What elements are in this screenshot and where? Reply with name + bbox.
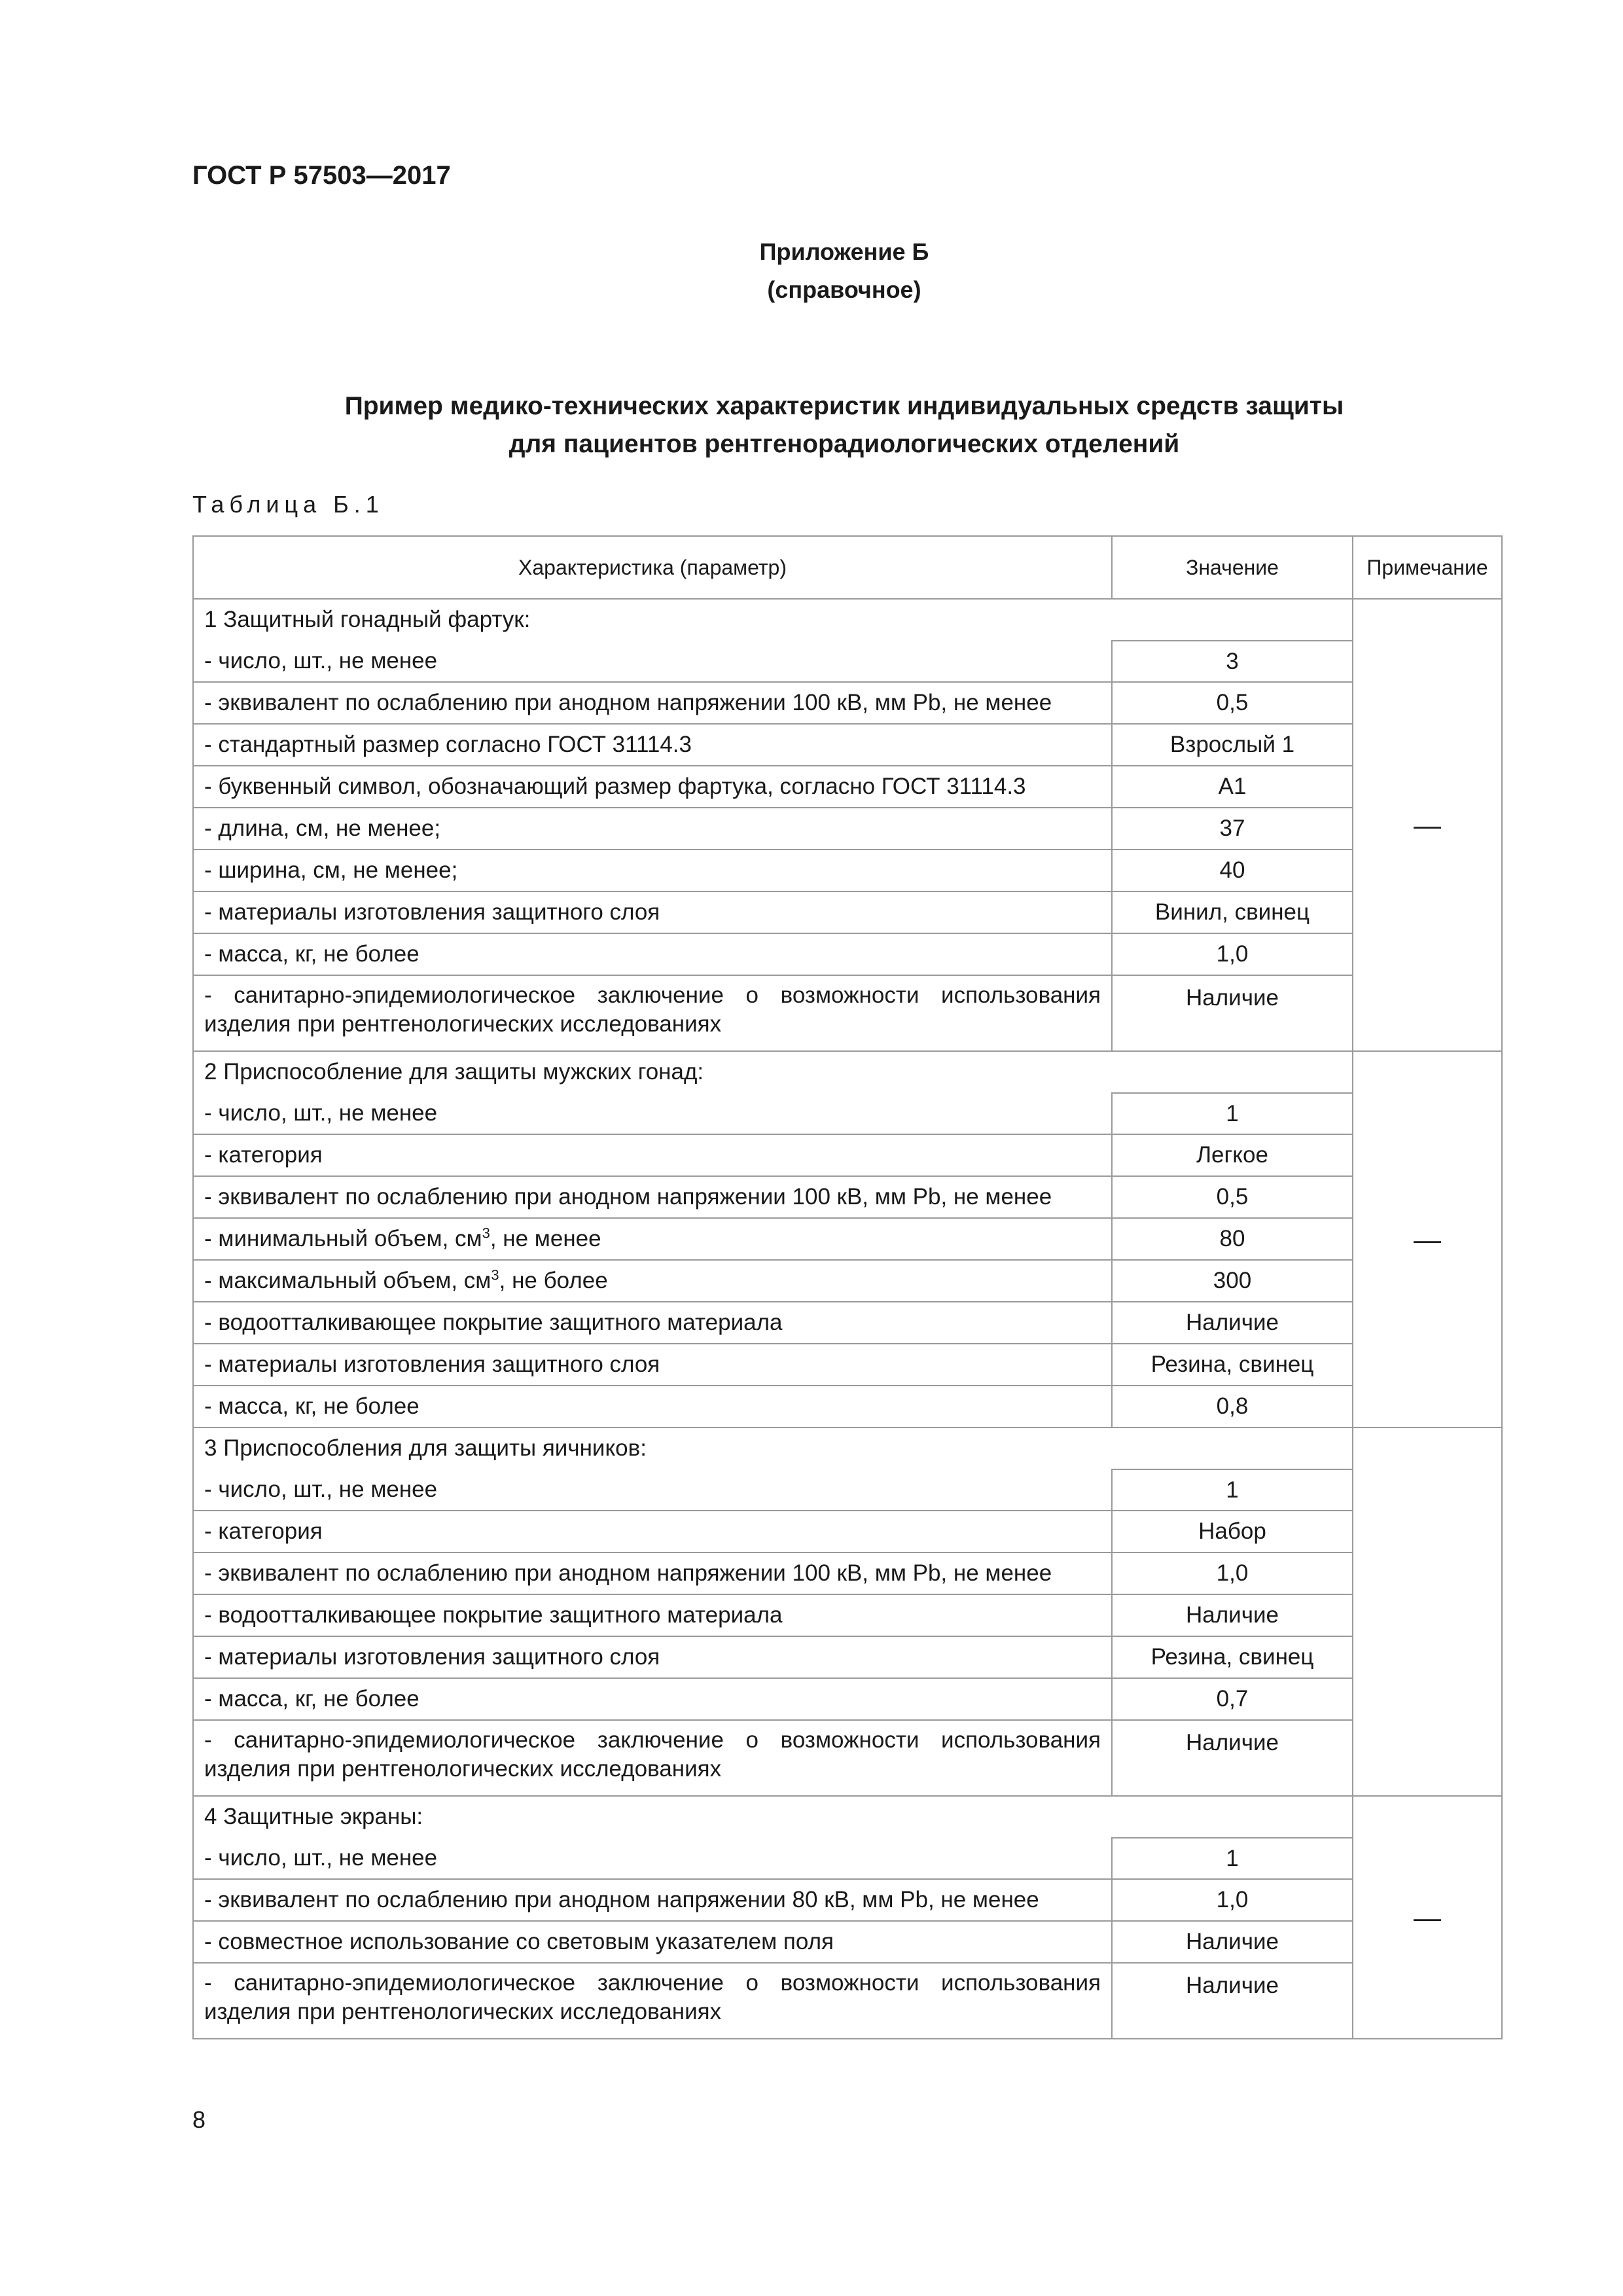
param-cell: - эквивалент по ослаблению при анодном напряжении 100 кВ, мм Pb, не менее [193, 1552, 1112, 1594]
value-cell: Наличие [1112, 1720, 1353, 1796]
header-note: Примечание [1353, 536, 1502, 599]
spec-table [192, 535, 1503, 2039]
param-cell: - эквивалент по ослаблению при анодном напряжении 100 кВ, мм Pb, не менее [193, 1176, 1112, 1218]
table-row [193, 1093, 1502, 1134]
appendix-title: Приложение Б [759, 238, 929, 265]
value-cell: 1,0 [1112, 1552, 1353, 1594]
table-row [193, 641, 1502, 682]
table-row [193, 1134, 1502, 1176]
table-row [193, 1921, 1502, 1963]
value-cell: 80 [1112, 1218, 1353, 1260]
value-cell: Легкое [1112, 1134, 1353, 1176]
value-cell: Наличие [1112, 1963, 1353, 2039]
table-row [193, 1636, 1502, 1678]
group-title: 1 Защитный гонадный фартук: [193, 599, 1353, 641]
group-title: 4 Защитные экраны: [193, 1796, 1353, 1838]
appendix-note: (справочное) [767, 276, 921, 303]
header-param: Характеристика (параметр) [193, 536, 1112, 599]
table-row [193, 1386, 1502, 1427]
value-cell: Наличие [1112, 1594, 1353, 1636]
table-row [193, 1720, 1502, 1796]
value-cell: 0,5 [1112, 1176, 1353, 1218]
table-row [193, 1879, 1502, 1921]
param-text: - максимальный объем, см [204, 1268, 491, 1293]
param-cell: - санитарно-эпидемиологическое заключение о возможности использования изделия при рентгенологических исследованиях [193, 975, 1112, 1051]
value-cell: А1 [1112, 766, 1353, 808]
table-row [193, 724, 1502, 766]
param-cell: - масса, кг, не более [193, 1678, 1112, 1720]
param-text: - минимальный объем, см [204, 1226, 482, 1251]
param-cell: - материалы изготовления защитного слоя [193, 891, 1112, 933]
param-cell: - санитарно-эпидемиологическое заключение о возможности использования изделия при рентгенологических исследованиях [193, 1720, 1112, 1796]
appendix-heading [0, 233, 1623, 309]
table-header-row [193, 536, 1502, 599]
table-row [193, 1552, 1502, 1594]
param-cell: - длина, см, не менее; [193, 808, 1112, 850]
group-row [193, 599, 1502, 641]
param-cell: - число, шт., не менее [193, 1838, 1112, 1879]
param-cell: - водоотталкивающее покрытие защитного материала [193, 1302, 1112, 1344]
table-row [193, 808, 1502, 850]
param-cell: - категория [193, 1511, 1112, 1552]
param-cell: - санитарно-эпидемиологическое заключение о возможности использования изделия при рентгенологических исследованиях [193, 1963, 1112, 2039]
value-cell: 40 [1112, 850, 1353, 891]
table-row [193, 1678, 1502, 1720]
table-row [193, 766, 1502, 808]
header-value: Значение [1112, 536, 1353, 599]
table-row [193, 1469, 1502, 1511]
param-cell: - число, шт., не менее [193, 641, 1112, 682]
value-cell: 1 [1112, 1838, 1353, 1879]
group-note: — [1353, 1051, 1502, 1427]
param-cell: - масса, кг, не более [193, 933, 1112, 975]
group-note: — [1353, 599, 1502, 1051]
value-cell: 300 [1112, 1260, 1353, 1302]
param-cell: - эквивалент по ослаблению при анодном напряжении 80 кВ, мм Pb, не менее [193, 1879, 1112, 1921]
param-cell: - эквивалент по ослаблению при анодном напряжении 100 кВ, мм Pb, не менее [193, 682, 1112, 724]
param-cell: - буквенный символ, обозначающий размер фартука, согласно ГОСТ 31114.3 [193, 766, 1112, 808]
page-number: 8 [192, 2106, 206, 2133]
table-row [193, 1963, 1502, 2039]
value-cell: Наличие [1112, 1302, 1353, 1344]
param-cell: - стандартный размер согласно ГОСТ 31114.3 [193, 724, 1112, 766]
value-cell: 0,5 [1112, 682, 1353, 724]
table-row [193, 933, 1502, 975]
table-row [193, 1344, 1502, 1386]
param-cell: - водоотталкивающее покрытие защитного материала [193, 1594, 1112, 1636]
group-title: 3 Приспособления для защиты яичников: [193, 1427, 1353, 1469]
table-row [193, 1302, 1502, 1344]
table-row [193, 891, 1502, 933]
document-title-line-1: Пример медико-технических характеристик индивидуальных средств защиты [344, 392, 1344, 420]
document-title [0, 387, 1623, 463]
table-row [193, 1594, 1502, 1636]
value-cell: 0,8 [1112, 1386, 1353, 1427]
value-cell: Взрослый 1 [1112, 724, 1353, 766]
value-cell: Резина, свинец [1112, 1636, 1353, 1678]
group-row [193, 1427, 1502, 1469]
param-cell [193, 1260, 1112, 1302]
value-cell: 1,0 [1112, 933, 1353, 975]
param-cell: - число, шт., не менее [193, 1093, 1112, 1134]
group-row [193, 1051, 1502, 1093]
value-cell: Наличие [1112, 975, 1353, 1051]
param-cell: - число, шт., не менее [193, 1469, 1112, 1511]
table-row [193, 1176, 1502, 1218]
table-row [193, 682, 1502, 724]
group-title: 2 Приспособление для защиты мужских гонад: [193, 1051, 1353, 1093]
standard-code: ГОСТ Р 57503—2017 [192, 161, 451, 190]
value-cell: Набор [1112, 1511, 1353, 1552]
table-caption: Таблица Б.1 [192, 491, 384, 518]
table-row [193, 850, 1502, 891]
value-cell: Резина, свинец [1112, 1344, 1353, 1386]
value-cell: 1,0 [1112, 1879, 1353, 1921]
table-row [193, 1511, 1502, 1552]
table-row [193, 1838, 1502, 1879]
value-cell: Винил, свинец [1112, 891, 1353, 933]
value-cell: 1 [1112, 1469, 1353, 1511]
value-cell: 37 [1112, 808, 1353, 850]
group-row [193, 1796, 1502, 1838]
table-row [193, 1218, 1502, 1260]
document-title-line-2: для пациентов рентгенорадиологических отделений [508, 430, 1180, 458]
table-row [193, 1260, 1502, 1302]
param-cell [193, 1218, 1112, 1260]
param-cell: - масса, кг, не более [193, 1386, 1112, 1427]
group-note-empty [1353, 1427, 1502, 1796]
param-cell: - ширина, см, не менее; [193, 850, 1112, 891]
param-cell: - совместное использование со световым указателем поля [193, 1921, 1112, 1963]
superscript: 3 [491, 1266, 499, 1283]
param-cell: - материалы изготовления защитного слоя [193, 1344, 1112, 1386]
param-cell: - категория [193, 1134, 1112, 1176]
param-text-suffix: , не более [499, 1268, 608, 1293]
table-row [193, 975, 1502, 1051]
superscript: 3 [482, 1225, 490, 1242]
group-note: — [1353, 1796, 1502, 2039]
value-cell: 0,7 [1112, 1678, 1353, 1720]
param-text-suffix: , не менее [490, 1226, 601, 1251]
param-cell: - материалы изготовления защитного слоя [193, 1636, 1112, 1678]
value-cell: Наличие [1112, 1921, 1353, 1963]
value-cell: 3 [1112, 641, 1353, 682]
value-cell: 1 [1112, 1093, 1353, 1134]
